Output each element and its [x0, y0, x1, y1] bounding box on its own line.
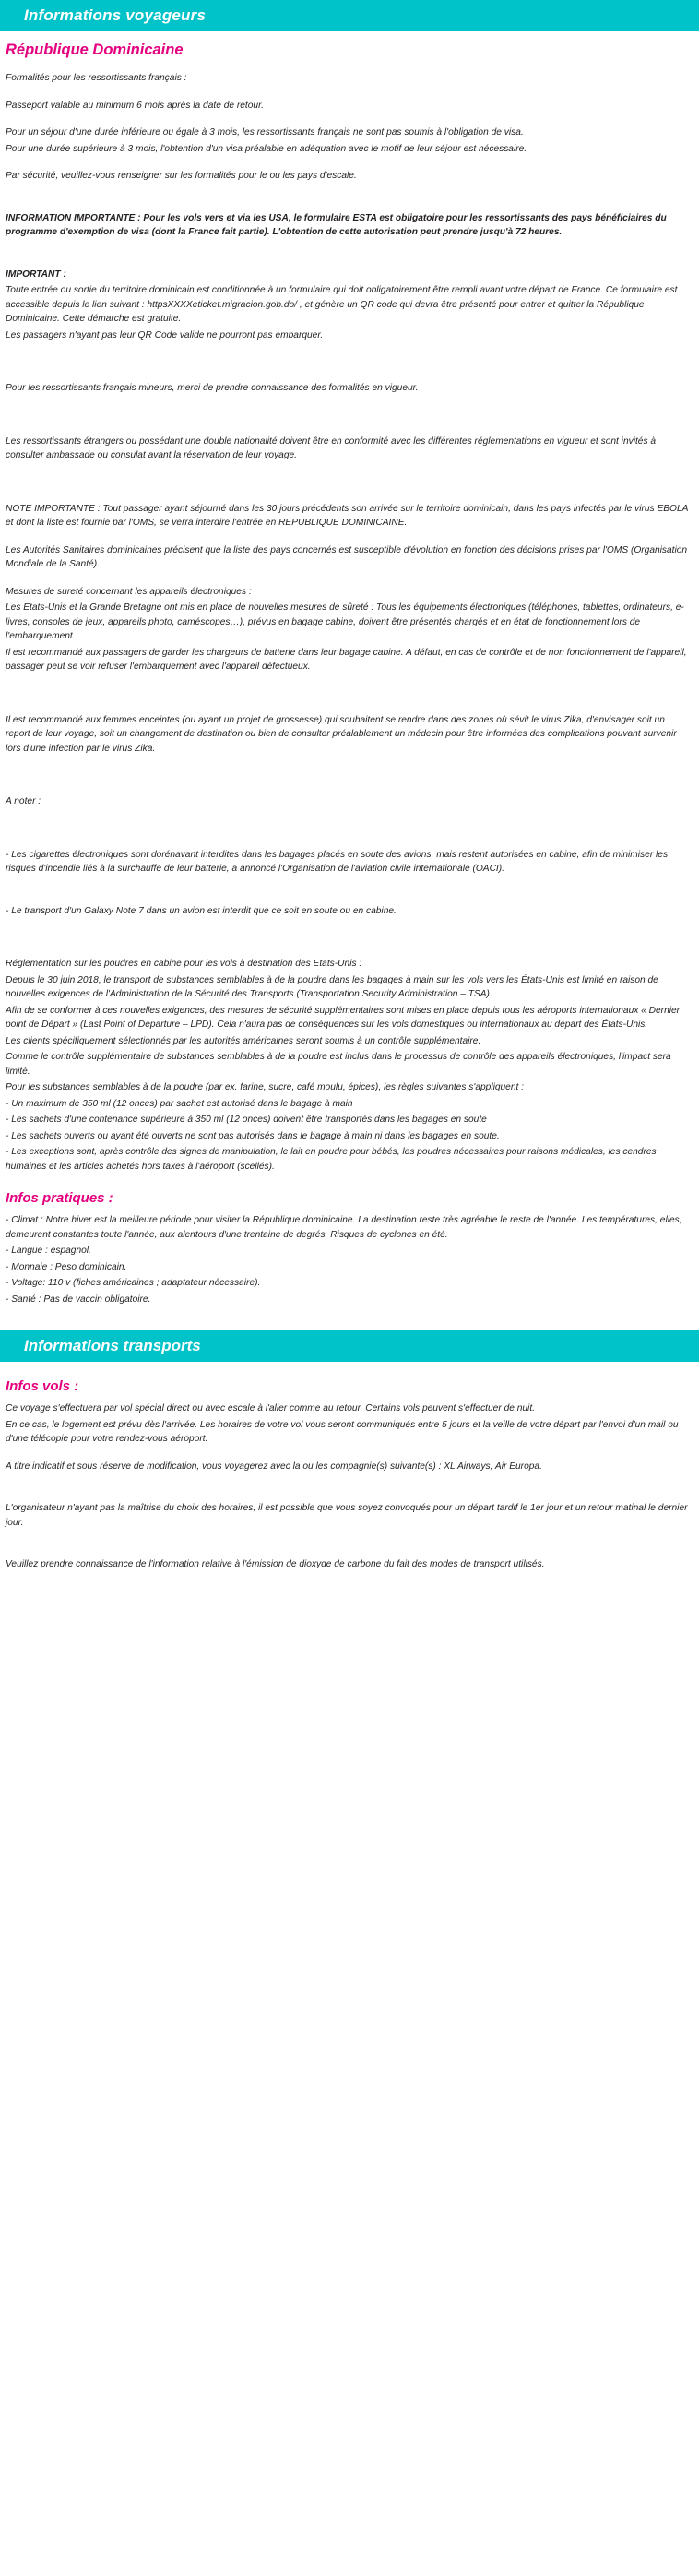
- paragraph-powder-lpd: Afin de se conformer à ces nouvelles exigences, des mesures de sécurité supplémentaires sont mises en place depuis tous les aéroports internationaux « Dernier point de Départ » (Last Point of Departure – LPD). Cela n'aura pas de conséquences sur les vols domestiques ou internationaux au départ des États-Unis.: [6, 1005, 681, 1030]
- paragraph-flight-type: Ce voyage s'effectuera par vol spécial direct ou avec escale à l'aller comme au retour. Certains vols peuvent s'effectuer de nuit.: [6, 1403, 535, 1413]
- paragraph-passport: Passeport valable au minimum 6 mois après la date de retour.: [6, 100, 264, 111]
- paragraph-chargers-recommendation: Il est recommandé aux passagers de garder les chargeurs de batterie dans leur bagage cabine. A défaut, en cas de contrôle et de non fonctionnement de l'appareil, passager peut se voir refuser l'embarquement avec l'appareil défectueux.: [6, 647, 687, 672]
- paragraph-climate: - Climat : Notre hiver est la meilleure période pour visiter la République dominicaine. La destination reste très agréable le reste de l'année. Les températures, elles, demeurent constantes toute l'année, aux alentours d'une trentaine de degrés. Risques de cyclones en été.: [6, 1215, 682, 1240]
- paragraph-important-label: IMPORTANT :: [6, 268, 66, 280]
- paragraph-note-label: A noter :: [6, 796, 41, 806]
- paragraph-powder-exceptions: - Les exceptions sont, après contrôle des signes de manipulation, le lait en poudre pour bébés, les poudres nécessaires pour raisons médicales, les cendres humaines et les articles achetés hors taxes à l'aéroport (scellés).: [6, 1147, 657, 1172]
- paragraph-powder-rule-3: - Les sachets ouverts ou ayant été ouverts ne sont pas autorisés dans le bagage à main ni dans les bagages en soute.: [6, 1130, 500, 1141]
- paragraph-currency: - Monnaie : Peso dominicain.: [6, 1261, 127, 1272]
- paragraph-powder-tsa: Depuis le 30 juin 2018, le transport de substances semblables à de la poudre dans les bagages à main sur les vols vers les États-Unis est limité en raison de nouvelles exigences de l'Administration de la Sécurité des Transports (Transportation Security Administration – TSA).: [6, 974, 658, 999]
- paragraph-galaxy-note7: - Le transport d'un Galaxy Note 7 dans un avion est interdit que ce soit en soute ou en cabine.: [6, 905, 397, 916]
- paragraph-co2-information: Veuillez prendre connaissance de l'information relative à l'émission de dioxyde de carbone du fait des modes de transport utilisés.: [6, 1559, 545, 1569]
- paragraph-powder-selected-clients: Les clients spécifiquement sélectionnés par les autorités américaines seront soumis à un contrôle supplémentaire.: [6, 1035, 481, 1046]
- paragraph-powder-rules-intro: Pour les substances semblables à de la poudre (par ex. farine, sucre, café moulu, épices), les règles suivantes s'appliquent :: [6, 1082, 524, 1092]
- paragraph-foreign-nationals: Les ressortissants étrangers ou possédant une double nationalité doivent être en conformité avec les différentes réglementations en vigueur et sont invités à consulter ambassade ou consulat avant la réservation de leur voyage.: [6, 435, 657, 460]
- paragraph-powder-rule-2: - Les sachets d'une contenance supérieure à 350 ml (12 onces) doivent être transportés dans les bagages en soute: [6, 1115, 487, 1125]
- paragraph-electronics-title: Mesures de sureté concernant les appareils électroniques :: [6, 586, 252, 597]
- paragraph-flight-schedule: En ce cas, le logement est prévu dès l'arrivée. Les horaires de votre vol vous seront communiqués entre 5 jours et la veille de votre départ par l'envoi d'un mail ou d'une télécopie pour votre rendez-vous aéroport.: [6, 1419, 679, 1444]
- paragraph-health: - Santé : Pas de vaccin obligatoire.: [6, 1294, 151, 1305]
- banner-informations-voyageurs: Informations voyageurs: [0, 0, 699, 31]
- paragraph-airlines: A titre indicatif et sous réserve de modification, vous voyagerez avec la ou les compagnie(s) suivante(s) : XL Airways, Air Europa.: [6, 1461, 542, 1472]
- section-title-infos-pratiques: Infos pratiques :: [6, 1190, 113, 1206]
- paragraph-formalites-intro: Formalités pour les ressortissants français :: [6, 73, 187, 83]
- paragraph-language: - Langue : espagnol.: [6, 1246, 91, 1256]
- paragraph-zika-pregnancy: Il est recommandé aux femmes enceintes (ou ayant un projet de grossesse) qui souhaitent se rendre dans des zones où sévit le virus Zika, d'envisager soit un report de leur voyage, soit un changement de destination ou bien de consulter préalablement un médecin pour être informées des complications pouvant survenir lors d'une infection par le virus Zika.: [6, 714, 677, 754]
- country-title: République Dominicaine: [6, 42, 184, 58]
- section-title-infos-vols: Infos vols :: [6, 1378, 79, 1394]
- banner-informations-transports: Informations transports: [0, 1330, 699, 1362]
- paragraph-minors: Pour les ressortissants français mineurs, merci de prendre connaissance des formalités en vigueur.: [6, 383, 419, 393]
- paragraph-ecigarettes: - Les cigarettes électroniques sont dorénavant interdites dans les bagages placés en soute des avions, mais restent autorisées en cabine, afin de minimiser les risques d'incendie liés à la surchauffe de leur batterie, a annoncé l'Organisation de l'aviation civile internationale (OACI).: [6, 849, 669, 874]
- paragraph-health-authorities: Les Autorités Sanitaires dominicaines précisent que la liste des pays concernés est susceptible d'évolution en fonction des décisions prises par l'OMS (Organisation Mondiale de la Santé).: [6, 544, 688, 569]
- paragraph-powder-impact: Comme le contrôle supplémentaire de substances semblables à de la poudre est inclus dans le processus de contrôle des appareils électroniques, l'impact sera limité.: [6, 1052, 671, 1077]
- paragraph-eticket-form: Toute entrée ou sortie du territoire dominicain est conditionnée à un formulaire qui doit obligatoirement être rempli avant votre départ de France. Ce formulaire est accessible depuis le lien suivant : httpsXXXXeticket.migracion.gob.do/ , et génère un QR code qui devra être présenté pour entrer et quitter la République Dominicaine. Cette démarche est gratuite.: [6, 285, 678, 324]
- paragraph-schedule-disclaimer: L'organisateur n'ayant pas la maîtrise du choix des horaires, il est possible que vous soyez convoqués pour un départ tardif le 1er jour et un retour matinal le dernier jour.: [6, 1503, 688, 1528]
- travelers-content: [0, 42, 699, 1306]
- paragraph-powder-rule-1: - Un maximum de 350 ml (12 onces) par sachet est autorisé dans le bagage à main: [6, 1098, 353, 1109]
- paragraph-esta-important: INFORMATION IMPORTANTE : Pour les vols vers et via les USA, le formulaire ESTA est obligatoire pour les ressortissants des pays bénéficiaires du programme d'exemption de visa (dont la France fait partie). L'obtention de cette autorisation peut prendre jusqu'à 72 heures.: [6, 212, 667, 237]
- paragraph-ebola-note: NOTE IMPORTANTE : Tout passager ayant séjourné dans les 30 jours précédents son arrivée sur le territoire dominicain, dans les pays infectés par le virus EBOLA et dont la liste est fournie par l'OMS, se verra interdire l'entrée en REPUBLIQUE DOMINICAINE.: [6, 503, 689, 528]
- paragraph-visa-long-stay: Pour une durée supérieure à 3 mois, l'obtention d'un visa préalable en adéquation avec le motif de leur séjour est nécessaire.: [6, 143, 527, 154]
- paragraph-powder-title: Réglementation sur les poudres en cabine pour les vols à destination des Etats-Unis :: [6, 959, 362, 969]
- paragraph-qrcode-warning: Les passagers n'ayant pas leur QR Code valide ne pourront pas embarquer.: [6, 329, 324, 340]
- transports-content: [0, 1378, 699, 1572]
- paragraph-escale-security: Par sécurité, veuillez-vous renseigner sur les formalités pour le ou les pays d'escale.: [6, 171, 357, 181]
- paragraph-voltage: - Voltage: 110 v (fiches américaines ; adaptateur nécessaire).: [6, 1278, 261, 1288]
- paragraph-visa-short-stay: Pour un séjour d'une durée inférieure ou égale à 3 mois, les ressortissants français ne sont pas soumis à l'obligation de visa.: [6, 127, 524, 137]
- paragraph-electronics-rules: Les Etats-Unis et la Grande Bretagne ont mis en place de nouvelles mesures de sûreté : Tous les équipements électroniques (téléphones, tablettes, ordinateurs, e-livres, consoles de jeux, appareils photo, caméscopes…), prévus en bagage cabine, doivent être présentés chargés et en état de fonctionnement lors de l'embarquement.: [6, 602, 684, 641]
